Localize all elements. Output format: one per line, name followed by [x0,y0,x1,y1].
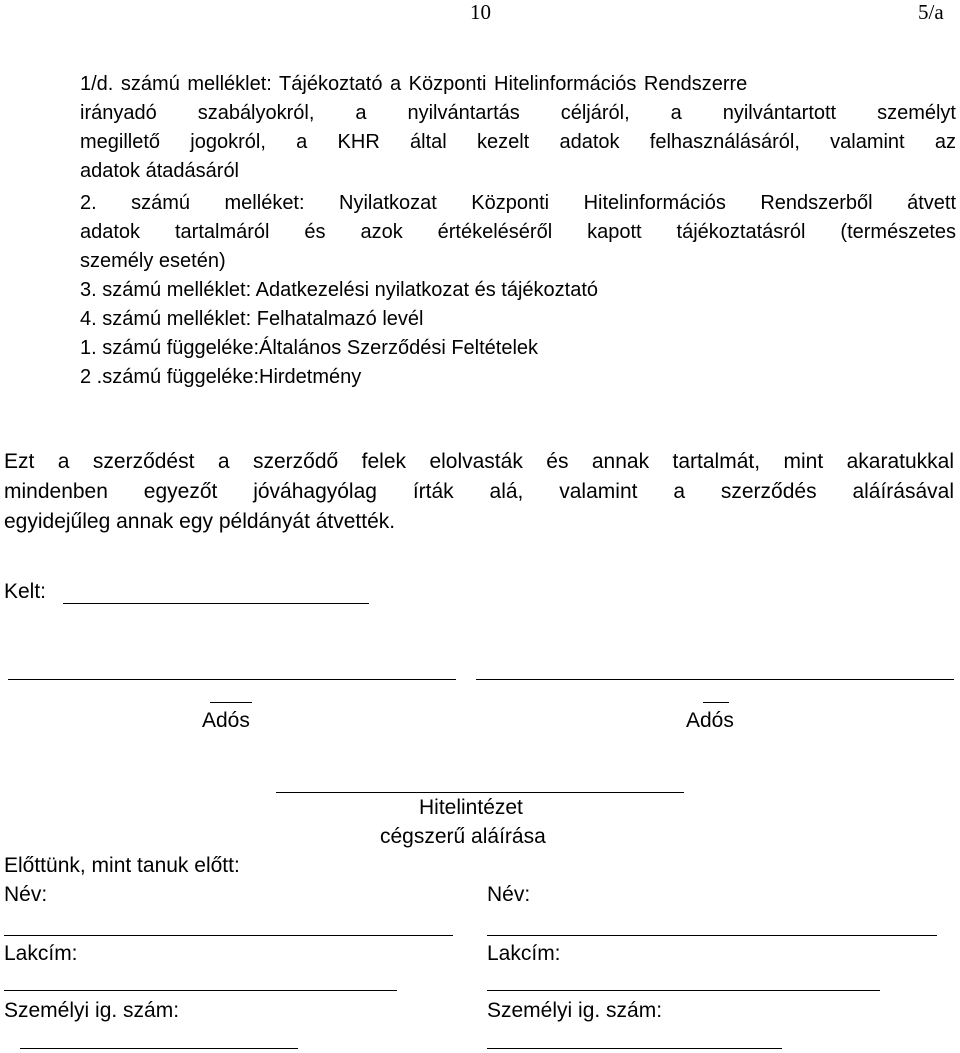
attachment-2-line-3: személy esetén) [80,250,226,272]
closing-line-1: Ezt a szerződést a szerződő felek elolvasták és annak tartalmát, mint akaratukkal [4,450,954,473]
attachment-1-line-4: adatok átadásáról [80,160,240,182]
debtor-right-label: Adós [686,709,734,732]
kelt-date-line[interactable] [63,603,369,604]
witness-left-name-label: Név: [4,883,48,906]
bank-label-line-1: Hitelintézet [419,796,523,819]
bank-label-line-2: cégszerű aláírása [380,825,546,848]
witness-right-name-label: Név: [487,883,531,906]
witness-left-id-label: Személyi ig. szám: [4,999,180,1022]
appendix-2: 2 .számú függeléke:Hirdetmény [80,366,362,388]
page-reference: 5/a [918,0,944,24]
page-number: 10 [470,0,491,24]
closing-line-3: egyidejűleg annak egy példányát átvették. [4,510,396,533]
debtor-left-short-line [210,702,252,703]
kelt-label: Kelt: [4,580,47,603]
witnesses-intro: Előttünk, mint tanuk előtt: [4,854,240,877]
attachment-3: 3. számú melléklet: Adatkezelési nyilatkozat és tájékoztató [80,279,599,301]
witness-left-name-line[interactable] [4,935,453,936]
witness-right-address-label: Lakcím: [487,942,561,965]
debtor-left-label: Adós [202,709,250,732]
witness-right-name-line[interactable] [487,935,937,936]
closing-line-2: mindenben egyezőt jóváhagyólag írták alá, valamint a szerződés aláírásával [4,480,954,503]
attachment-2-line-2: adatok tartalmáról és azok értékeléséről kapott tájékoztatásról (természetes [80,221,956,243]
attachment-2-line-1: 2. számú melléket: Nyilatkozat Központi Hitelinformációs Rendszerből átvett [80,192,956,214]
witness-left-address-line[interactable] [4,990,397,991]
debtor-right-short-line [703,702,729,703]
appendix-1: 1. számú függeléke:Általános Szerződési Feltételek [80,337,539,359]
witness-right-id-label: Személyi ig. szám: [487,999,663,1022]
witness-left-id-line[interactable] [20,1048,298,1049]
witness-right-id-line[interactable] [487,1048,782,1049]
attachment-4: 4. számú melléklet: Felhatalmazó levél [80,308,424,330]
attachment-1-line-1 [80,70,956,99]
attachment-1-line-2: irányadó szabályokról, a nyilvántartás céljáról, a nyilvántartott személyt [80,102,956,124]
witness-left-address-label: Lakcím: [4,942,78,965]
attachment-1-line-1-text: 1/d. számú melléklet: Tájékoztató a Központi Hitelinformációs Rendszerre [80,73,748,95]
attachment-1-line-3: megillető jogokról, a KHR által kezelt adatok felhasználásáról, valamint az [80,131,956,153]
debtor-left-signature-line[interactable] [8,679,456,680]
witness-right-address-line[interactable] [487,990,880,991]
debtor-right-signature-line[interactable] [476,679,954,680]
bank-signature-line[interactable] [276,792,684,793]
